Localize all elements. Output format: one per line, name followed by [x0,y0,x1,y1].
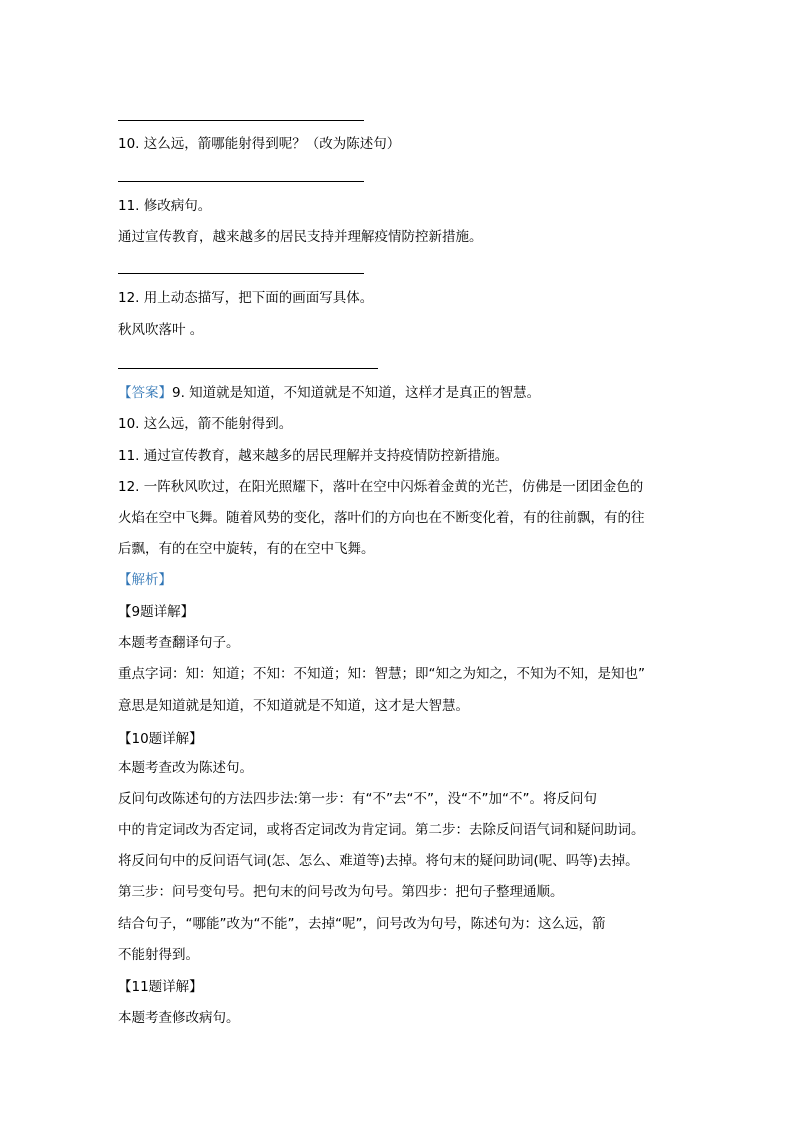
answer-11: 11. 通过宣传教育，越来越多的居民理解并支持疫情防控新措施。 [118,448,509,464]
detail-10-line-4: 将反问句中的反问语气词(怎、怎么、难道等)去掉。将句末的疑问助词(呢、吗等)去掉。 [118,853,639,869]
answer-12-line-1: 12. 一阵秋风吹过，在阳光照耀下，落叶在空中闪烁着金黄的光芒，仿佛是一团团金色的 [118,479,644,495]
detail-10-line-1: 本题考查改为陈述句。 [118,760,253,776]
answer-12-line-2: 火焰在空中飞舞。随着风势的变化，落叶们的方向也在不断变化着，有的往前飘，有的往 [118,510,645,526]
detail-11-heading: 【11题详解】 [118,979,203,995]
question-12-title: 12. 用上动态描写，把下面的画面写具体。 [118,290,374,306]
question-11-title: 11. 修改病句。 [118,198,212,214]
detail-10-line-3: 中的肯定词改为否定词，或将否定词改为肯定词。第二步：去除反问语气词和疑问助词。 [118,822,645,838]
answer-tag: 【答案】 [118,385,172,401]
detail-10-heading: 【10题详解】 [118,731,203,747]
detail-9-line-2: 重点字词：知：知道；不知：不知道；知：智慧；即“知之为知之，不知为不知，是知也” [118,666,645,682]
detail-10-line-6: 结合句子，“哪能”改为“不能”，去掉“呢”，问号改为句号，陈述句为：这么远，箭 [118,916,606,932]
question-12-prompt: 秋风吹落叶 。 [118,322,204,338]
answer-blank-line-10 [118,181,364,182]
answer-blank-line-9 [118,120,364,121]
detail-9-line-1: 本题考查翻译句子。 [118,635,240,651]
question-10: 10. 这么远，箭哪能射得到呢？（改为陈述句） [118,136,401,152]
answer-blank-line-12 [118,368,378,369]
detail-10-line-2: 反问句改陈述句的方法四步法:第一步：有“不”去“不”，没“不”加“不”。将反问句 [118,791,597,807]
answer-9-line [118,383,540,403]
detail-9-line-3: 意思是知道就是知道，不知道就是不知道，这才是大智慧。 [118,698,469,714]
analysis-tag: 【解析】 [118,572,172,588]
answer-10: 10. 这么远，箭不能射得到。 [118,416,293,432]
detail-10-line-7: 不能射得到。 [118,947,199,963]
detail-10-line-5: 第三步：问号变句号。把句末的问号改为句号。第四步：把句子整理通顺。 [118,884,564,900]
answer-9: 9. 知道就是知道，不知道就是不知道，这样才是真正的智慧。 [172,385,541,401]
question-11-sentence: 通过宣传教育，越来越多的居民支持并理解疫情防控新措施。 [118,229,483,245]
detail-9-heading: 【9题详解】 [118,604,195,620]
detail-11-line-1: 本题考查修改病句。 [118,1010,240,1026]
answer-blank-line-11 [118,273,364,274]
answer-12-line-3: 后飘，有的在空中旋转，有的在空中飞舞。 [118,541,375,557]
